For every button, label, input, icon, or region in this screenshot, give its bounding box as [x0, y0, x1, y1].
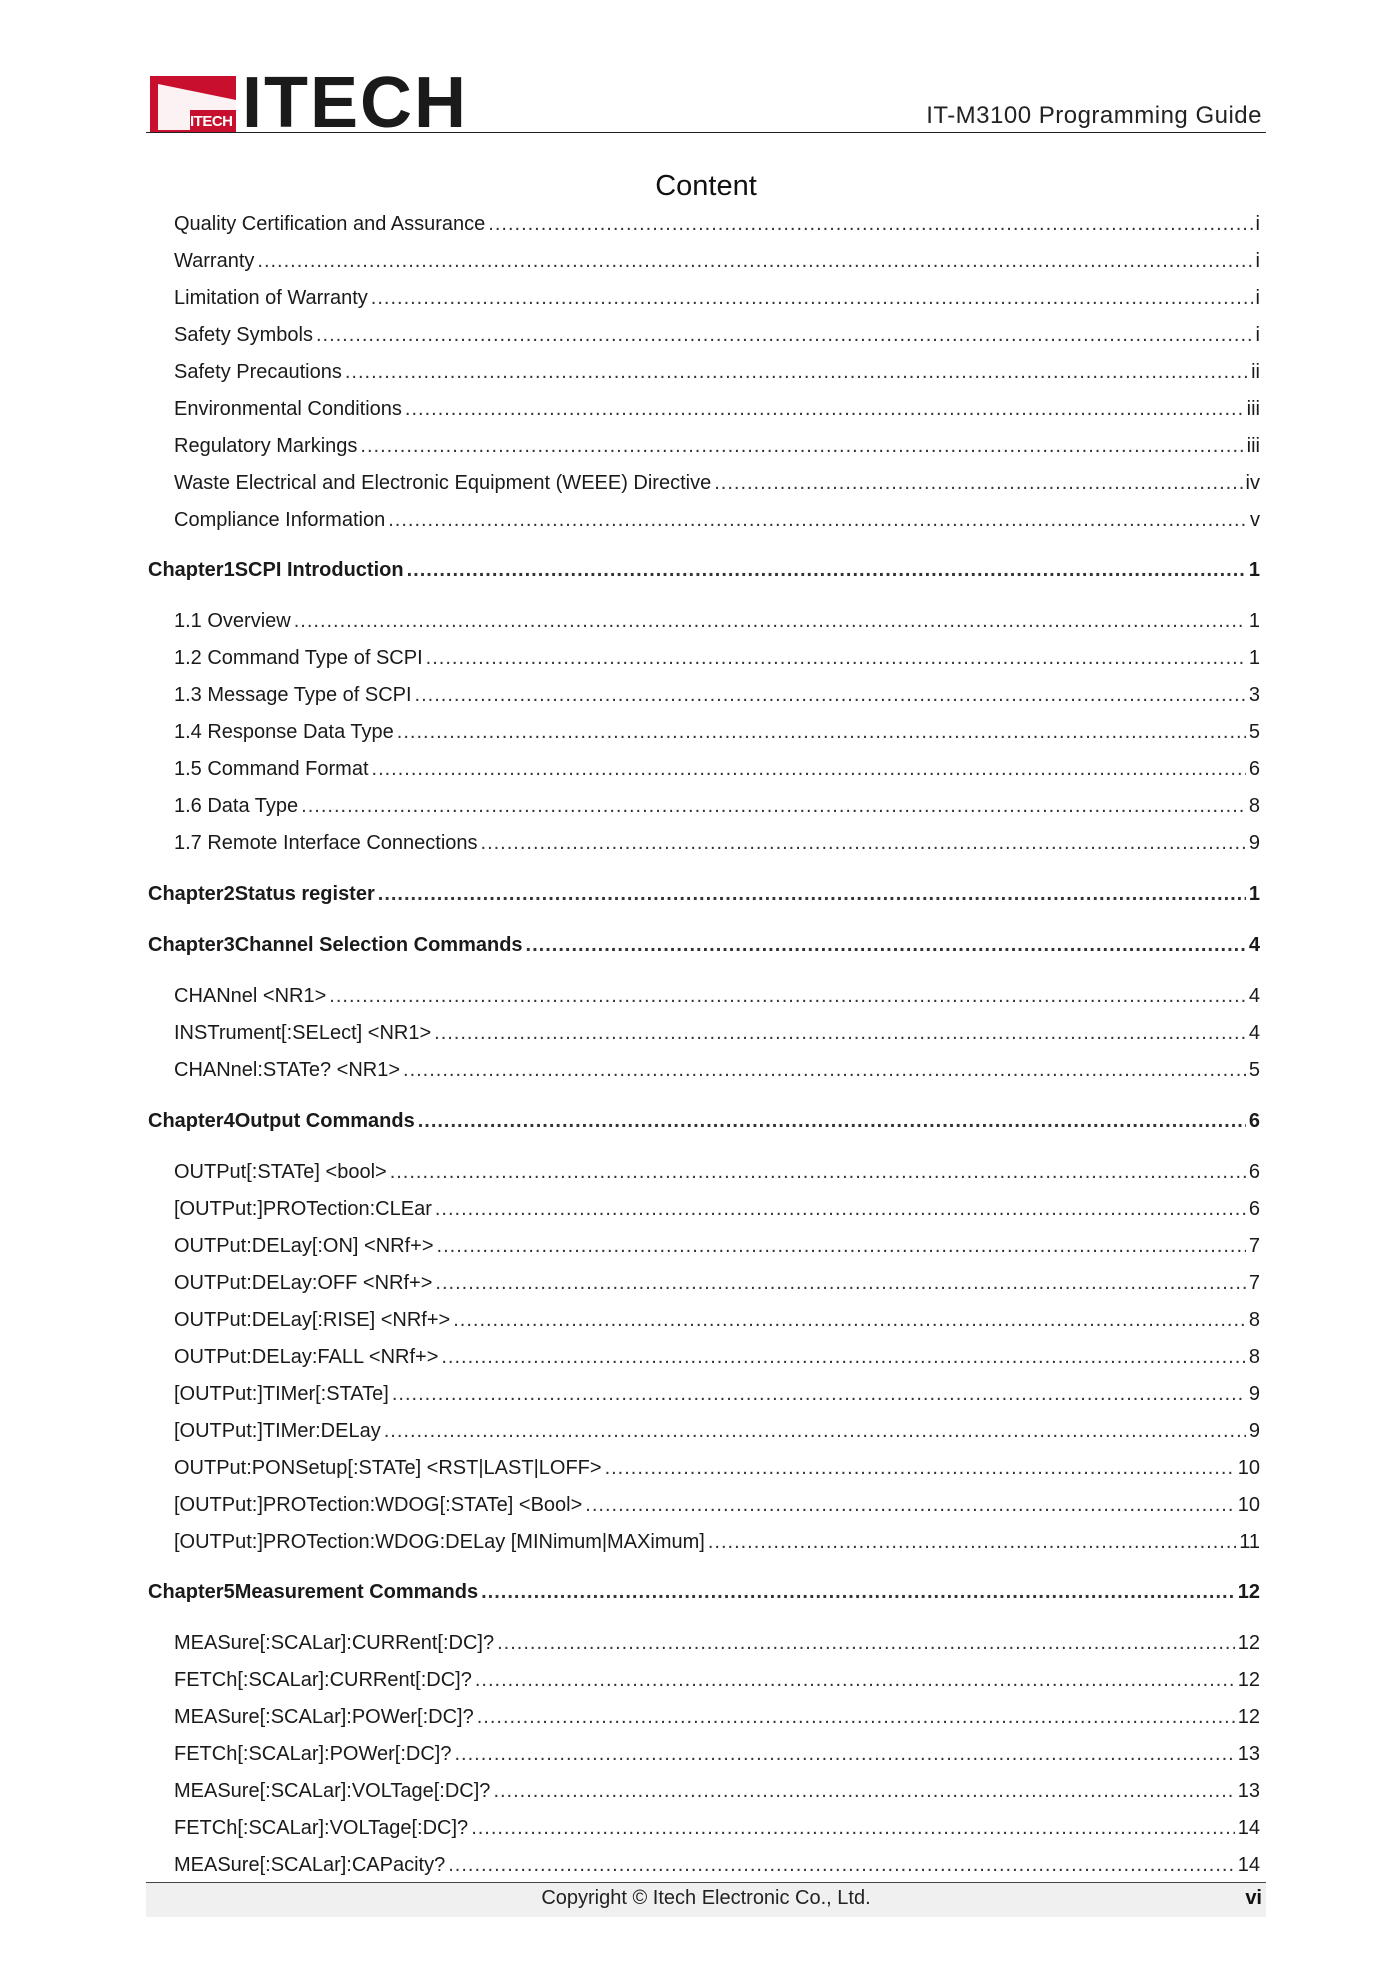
toc-chapter-entry[interactable] — [148, 1110, 1260, 1133]
toc-entry-label: OUTPut:DELay[:ON] <NRf+> — [174, 1235, 434, 1257]
toc-entry-label: MEASure[:SCALar]:CURRent[:DC]? — [174, 1632, 495, 1654]
toc-entry-label: OUTPut:DELay[:RISE] <NRf+> — [174, 1309, 451, 1331]
toc-entry[interactable] — [174, 610, 1260, 633]
toc-dot-leader — [493, 1780, 1234, 1803]
toc-entry[interactable] — [174, 1383, 1260, 1406]
toc-dot-leader — [481, 1581, 1235, 1604]
toc-entry-page: i — [1255, 324, 1260, 346]
toc-entry[interactable] — [174, 721, 1260, 744]
copyright-text: Copyright © Itech Electronic Co., Ltd. — [541, 1887, 871, 1909]
page-header — [146, 63, 1266, 143]
toc-entry-label: Channel Selection Commands — [234, 934, 523, 956]
toc-entry-label: SCPI Introduction — [234, 559, 404, 581]
toc-entry-page: 8 — [1248, 1346, 1260, 1368]
toc-entry-label: CHANnel:STATe? <NR1> — [174, 1059, 401, 1081]
toc-dot-leader — [488, 213, 1252, 236]
toc-dot-leader — [714, 472, 1242, 495]
toc-entry-page: 4 — [1248, 1022, 1260, 1044]
toc-entry-label: FETCh[:SCALar]:VOLTage[:DC]? — [174, 1817, 469, 1839]
toc-entry-label: Limitation of Warranty — [174, 287, 368, 309]
toc-entry-page: 4 — [1248, 985, 1260, 1007]
toc-entry[interactable] — [174, 213, 1260, 236]
toc-dot-leader — [405, 398, 1244, 421]
toc-entry-label: Safety Precautions — [174, 361, 342, 383]
toc-dot-leader — [448, 1854, 1235, 1877]
toc-entry-label: [OUTPut:]TIMer:DELay — [174, 1420, 381, 1442]
toc-dot-leader — [345, 361, 1248, 384]
toc-dot-leader — [371, 287, 1253, 310]
toc-entry-label: Quality Certification and Assurance — [174, 213, 486, 235]
toc-dot-leader — [388, 509, 1247, 532]
page-footer — [146, 1882, 1266, 1917]
toc-dot-leader — [384, 1420, 1246, 1443]
toc-dot-leader — [435, 1272, 1245, 1295]
toc-entry[interactable] — [174, 795, 1260, 818]
toc-entry-label: MEASure[:SCALar]:CAPacity? — [174, 1854, 446, 1876]
toc-entry[interactable] — [174, 1161, 1260, 1184]
toc-entry[interactable] — [174, 1420, 1260, 1443]
toc-entry[interactable] — [174, 1022, 1260, 1045]
toc-entry-page: 13 — [1237, 1780, 1260, 1802]
toc-entry[interactable] — [174, 361, 1260, 384]
toc-dot-leader — [392, 1383, 1246, 1406]
toc-entry-page: 13 — [1237, 1743, 1260, 1765]
toc-dot-leader — [301, 795, 1246, 818]
page-number: vi — [1245, 1887, 1262, 1909]
toc-entry[interactable] — [174, 287, 1260, 310]
toc-dot-leader — [435, 1198, 1246, 1221]
toc-entry-label: Regulatory Markings — [174, 435, 358, 457]
toc-title: Content — [655, 170, 757, 202]
toc-entry-label: 1.3 Message Type of SCPI — [174, 684, 412, 706]
toc-dot-leader — [415, 684, 1246, 707]
toc-dot-leader — [434, 1022, 1246, 1045]
toc-entry-page: 12 — [1237, 1632, 1260, 1654]
toc-entry-page: ii — [1251, 361, 1260, 383]
toc-entry[interactable] — [174, 398, 1260, 421]
toc-entry-page: 10 — [1237, 1457, 1260, 1479]
toc-entry-label: MEASure[:SCALar]:VOLTage[:DC]? — [174, 1780, 491, 1802]
toc-entry-page: iv — [1245, 472, 1260, 494]
toc-dot-leader — [257, 250, 1252, 273]
toc-entry-label: Compliance Information — [174, 509, 386, 531]
toc-entry[interactable] — [174, 509, 1260, 532]
toc-entry-page: 1 — [1248, 559, 1260, 581]
toc-entry-label: Environmental Conditions — [174, 398, 402, 420]
toc-entry-label: Status register — [234, 883, 375, 905]
toc-entry-label: OUTPut:PONSetup[:STATe] <RST|LAST|LOFF> — [174, 1457, 602, 1479]
toc-entry-page: 11 — [1239, 1531, 1260, 1553]
toc-dot-leader — [441, 1346, 1246, 1369]
toc-entry-label: Waste Electrical and Electronic Equipment (WEEE) Directive — [174, 472, 712, 494]
toc-entry[interactable] — [174, 324, 1260, 347]
toc-entry-label: CHANnel <NR1> — [174, 985, 327, 1007]
toc-dot-leader — [329, 985, 1246, 1008]
toc-entry-page: 4 — [1248, 934, 1260, 956]
toc-dot-leader — [418, 1110, 1246, 1133]
toc-entry-label: MEASure[:SCALar]:POWer[:DC]? — [174, 1706, 474, 1728]
toc-entry-label: 1.1 Overview — [174, 610, 291, 632]
itech-logo — [150, 63, 468, 143]
toc-entry-label: 1.6 Data Type — [174, 795, 299, 817]
toc-chapter-number: Chapter3 — [148, 934, 235, 956]
toc-dot-leader — [475, 1669, 1235, 1692]
toc-entry-label: 1.7 Remote Interface Connections — [174, 832, 478, 854]
toc-dot-leader — [526, 934, 1246, 957]
toc-entry[interactable] — [174, 1494, 1260, 1517]
toc-entry-page: i — [1255, 287, 1260, 309]
toc-dot-leader — [360, 435, 1243, 458]
toc-entry[interactable] — [174, 1198, 1260, 1221]
toc-entry-label: [OUTPut:]TIMer[:STATe] — [174, 1383, 389, 1405]
toc-entry-page: 9 — [1248, 1383, 1260, 1405]
toc-entry[interactable] — [174, 684, 1260, 707]
toc-entry-page: i — [1255, 213, 1260, 235]
toc-entry-page: 5 — [1248, 1059, 1260, 1081]
toc-entry[interactable] — [174, 1854, 1260, 1877]
toc-entry[interactable] — [174, 1706, 1260, 1729]
toc-entry-page: 10 — [1237, 1494, 1260, 1516]
toc-entry[interactable] — [174, 1235, 1260, 1258]
document-title: IT-M3100 Programming Guide — [926, 102, 1262, 129]
toc-entry-label: Measurement Commands — [234, 1581, 479, 1603]
toc-entry[interactable] — [174, 1346, 1260, 1369]
toc-entry-label: Output Commands — [234, 1110, 415, 1132]
toc-chapter-entry[interactable] — [148, 934, 1260, 957]
toc-dot-leader — [708, 1531, 1236, 1554]
toc-dot-leader — [390, 1161, 1246, 1184]
toc-entry-label: 1.2 Command Type of SCPI — [174, 647, 423, 669]
toc-dot-leader — [481, 832, 1246, 855]
toc-dot-leader — [437, 1235, 1246, 1258]
toc-entry-page: 6 — [1248, 1161, 1260, 1183]
toc-dot-leader — [471, 1817, 1235, 1840]
toc-entry-page: 9 — [1248, 1420, 1260, 1442]
toc-dot-leader — [372, 758, 1246, 781]
toc-dot-leader — [294, 610, 1246, 633]
toc-entry-page: 6 — [1248, 758, 1260, 780]
toc-dot-leader — [497, 1632, 1235, 1655]
toc-entry[interactable] — [174, 1669, 1260, 1692]
toc-entry-page: 12 — [1237, 1706, 1260, 1728]
logo-wordmark: ITECH — [242, 63, 468, 143]
toc-chapter-entry[interactable] — [148, 559, 1260, 582]
toc-entry-label: OUTPut:DELay:FALL <NRf+> — [174, 1346, 439, 1368]
toc-dot-leader — [407, 559, 1246, 582]
toc-entry-label: 1.4 Response Data Type — [174, 721, 394, 743]
toc-chapter-entry[interactable] — [148, 883, 1260, 906]
toc-entry[interactable] — [174, 647, 1260, 670]
toc-entry-label: Safety Symbols — [174, 324, 313, 346]
toc-entry-page: 1 — [1248, 647, 1260, 669]
toc-entry-page: 5 — [1248, 721, 1260, 743]
toc-entry-page: 6 — [1248, 1110, 1260, 1132]
toc-entry-page: 7 — [1248, 1235, 1260, 1257]
toc-dot-leader — [477, 1706, 1235, 1729]
toc-entry[interactable] — [174, 832, 1260, 855]
toc-entry-page: 12 — [1237, 1581, 1260, 1603]
toc-entry-page: v — [1250, 509, 1260, 531]
toc-entry[interactable] — [174, 250, 1260, 273]
toc-entry-page: iii — [1246, 435, 1260, 457]
toc-entry[interactable] — [174, 1817, 1260, 1840]
toc-entry-label: [OUTPut:]PROTection:WDOG[:STATe] <Bool> — [174, 1494, 583, 1516]
toc-entry-page: 6 — [1248, 1198, 1260, 1220]
toc-dot-leader — [453, 1309, 1246, 1332]
toc-dot-leader — [397, 721, 1246, 744]
toc-entry-page: iii — [1246, 398, 1260, 420]
toc-dot-leader — [378, 883, 1246, 906]
logo-small-text: ITECH — [190, 113, 233, 130]
toc-entry-page: 14 — [1237, 1817, 1260, 1839]
toc-entry-label: FETCh[:SCALar]:POWer[:DC]? — [174, 1743, 452, 1765]
toc-entry-page: 14 — [1237, 1854, 1260, 1876]
toc-entry[interactable] — [174, 985, 1260, 1008]
toc-entry-label: OUTPut[:STATe] <bool> — [174, 1161, 387, 1183]
toc-entry-page: 9 — [1248, 832, 1260, 854]
toc-chapter-entry[interactable] — [148, 1581, 1260, 1604]
toc-chapter-number: Chapter2 — [148, 883, 235, 905]
toc-entry-page: 1 — [1248, 610, 1260, 632]
toc-entry-label: INSTrument[:SELect] <NR1> — [174, 1022, 432, 1044]
toc-entry-page: 12 — [1237, 1669, 1260, 1691]
toc-entry-page: 7 — [1248, 1272, 1260, 1294]
toc-dot-leader — [605, 1457, 1235, 1480]
toc-entry-page: i — [1255, 250, 1260, 272]
toc-entry-label: FETCh[:SCALar]:CURRent[:DC]? — [174, 1669, 472, 1691]
toc-entry[interactable] — [174, 1309, 1260, 1332]
toc-entry-label: Warranty — [174, 250, 255, 272]
toc-chapter-number: Chapter1 — [148, 559, 235, 581]
toc-entry[interactable] — [174, 1743, 1260, 1766]
toc-entry[interactable] — [174, 435, 1260, 458]
toc-dot-leader — [585, 1494, 1234, 1517]
toc-entry-label: 1.5 Command Format — [174, 758, 369, 780]
toc-entry-page: 1 — [1248, 883, 1260, 905]
toc-entry[interactable] — [174, 1531, 1260, 1554]
toc-entry-label: [OUTPut:]PROTection:CLEar — [174, 1198, 432, 1220]
toc-entry-page: 8 — [1248, 1309, 1260, 1331]
toc-dot-leader — [454, 1743, 1234, 1766]
toc-chapter-number: Chapter4 — [148, 1110, 235, 1132]
toc-entry[interactable] — [174, 1059, 1260, 1082]
toc-entry[interactable] — [174, 1272, 1260, 1295]
toc-entry[interactable] — [174, 1632, 1260, 1655]
toc-entry-label: OUTPut:DELay:OFF <NRf+> — [174, 1272, 433, 1294]
toc-chapter-number: Chapter5 — [148, 1581, 235, 1603]
toc-entry[interactable] — [174, 1780, 1260, 1803]
logo-emblem — [150, 76, 236, 132]
toc-dot-leader — [426, 647, 1246, 670]
toc-entry[interactable] — [174, 758, 1260, 781]
toc-dot-leader — [316, 324, 1253, 347]
toc-entry-page: 3 — [1248, 684, 1260, 706]
toc-entry-label: [OUTPut:]PROTection:WDOG:DELay [MINimum|MAXimum] — [174, 1531, 705, 1553]
toc-entry-page: 8 — [1248, 795, 1260, 817]
toc-entry[interactable] — [174, 1457, 1260, 1480]
toc-entry[interactable] — [174, 472, 1260, 495]
toc-dot-leader — [403, 1059, 1246, 1082]
